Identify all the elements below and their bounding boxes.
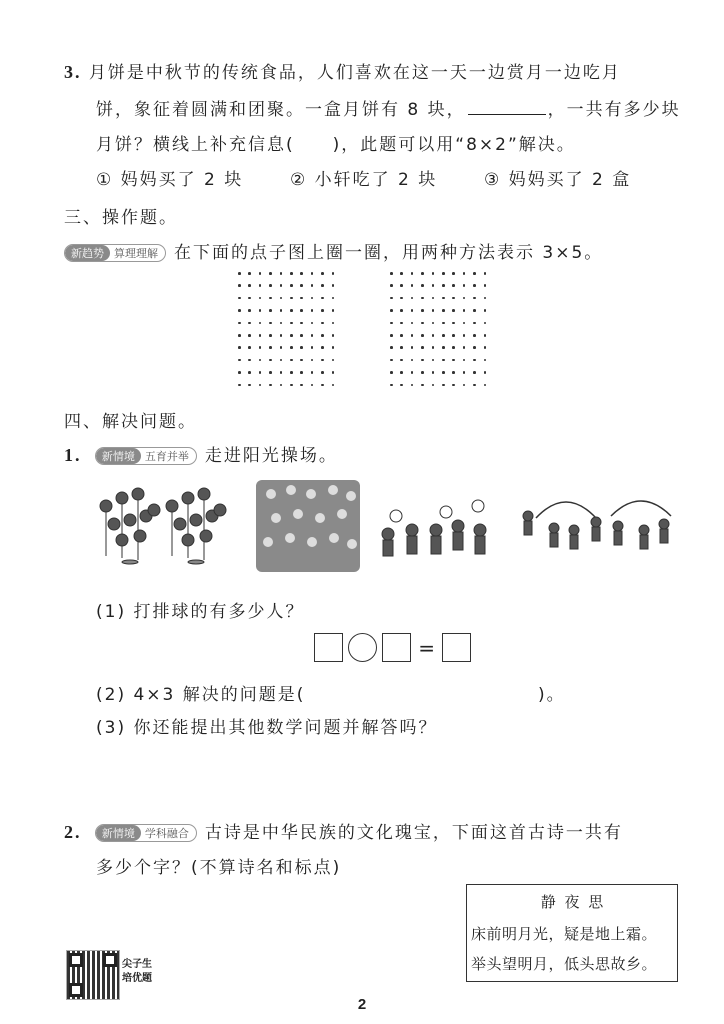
grid-dot (463, 322, 466, 325)
grid-dot (321, 297, 324, 300)
grid-dot (473, 384, 476, 387)
q4-1-sub2-start: (2) 4×3 解决的问题是( (96, 685, 306, 705)
grid-dot (311, 359, 314, 362)
grid-dot (432, 284, 435, 287)
grid-dot (432, 272, 435, 275)
grid-dot (321, 284, 324, 287)
grid-dot (311, 334, 314, 337)
grid-dot (248, 272, 251, 275)
grid-dot (311, 272, 314, 275)
grid-dot (452, 334, 455, 337)
grid-dot (269, 334, 272, 337)
grid-dot (290, 359, 293, 362)
grid-dot (442, 284, 445, 287)
grid-dot (421, 272, 424, 275)
grid-dot (463, 284, 466, 287)
equals-sign: = (418, 635, 436, 660)
grid-dot (259, 272, 262, 275)
q4-2-line1 (64, 818, 623, 843)
grid-dot (290, 272, 293, 275)
grid-dot (442, 272, 445, 275)
answer-box-3[interactable] (442, 633, 471, 662)
q4-1-sub3: (3) 你还能提出其他数学问题并解答吗？ (96, 718, 438, 738)
grid-dot (452, 297, 455, 300)
grid-dot (300, 284, 303, 287)
grid-dot (390, 384, 393, 387)
grid-dot (290, 284, 293, 287)
grid-dot (400, 359, 403, 362)
grid-dot (300, 322, 303, 325)
grid-dot (411, 384, 414, 387)
grid-dot (280, 334, 283, 337)
grid-dot (311, 284, 314, 287)
grid-dot (463, 334, 466, 337)
grid-dot (452, 359, 455, 362)
grid-dot (332, 371, 335, 374)
grid-dot (473, 346, 476, 349)
grid-dot (300, 359, 303, 362)
tag-a: 新情境 (96, 448, 141, 464)
qr-label (120, 958, 154, 986)
grid-dot (432, 334, 435, 337)
grid-dot (332, 334, 335, 337)
tag-new-trend (64, 244, 166, 262)
grid-dot (238, 384, 241, 387)
grid-dot (390, 309, 393, 312)
grid-dot (311, 346, 314, 349)
grid-dot (411, 346, 414, 349)
tag-a: 新情境 (96, 825, 141, 841)
q3-option-3[interactable]: ③ 妈妈买了 2 盒 (484, 170, 632, 190)
qr-label-line-2: 培优题 (122, 973, 152, 984)
grid-dot (473, 359, 476, 362)
grid-dot (248, 309, 251, 312)
grid-dot (269, 359, 272, 362)
q4-1-title: 走进阳光操场。 (204, 446, 338, 466)
grid-dot (332, 297, 335, 300)
q3-text-1: 月饼是中秋节的传统食品，人们喜欢在这一天一边赏月一边吃月 (88, 63, 621, 83)
grid-dot (400, 284, 403, 287)
grid-dot (442, 371, 445, 374)
grid-dot (411, 297, 414, 300)
grid-dot (259, 322, 262, 325)
poem-title: 静 夜 思 (540, 893, 606, 911)
grid-dot (421, 297, 424, 300)
grid-dot (269, 346, 272, 349)
grid-dot (269, 297, 272, 300)
grid-dot (390, 284, 393, 287)
grid-dot (473, 309, 476, 312)
grid-dot (321, 384, 324, 387)
grid-dot (411, 322, 414, 325)
grid-dot (280, 272, 283, 275)
grid-dot (421, 284, 424, 287)
grid-dot (442, 322, 445, 325)
q4-1-title-row (64, 441, 338, 466)
tag-a: 新趋势 (65, 245, 110, 261)
grid-dot (484, 309, 487, 312)
grid-dot (473, 334, 476, 337)
grid-dot (411, 359, 414, 362)
qr-code-icon[interactable] (66, 950, 120, 1000)
q3-line2 (96, 95, 681, 120)
grid-dot (311, 297, 314, 300)
q3-option-1[interactable]: ① 妈妈买了 2 块 (96, 170, 244, 190)
grid-dot (390, 359, 393, 362)
grid-dot (463, 371, 466, 374)
grid-dot (411, 272, 414, 275)
q3-line1 (64, 58, 621, 83)
dot-grid-right[interactable] (390, 272, 490, 387)
grid-dot (421, 322, 424, 325)
grid-dot (300, 297, 303, 300)
grid-dot (238, 359, 241, 362)
grid-dot (259, 297, 262, 300)
grid-dot (390, 297, 393, 300)
grid-dot (248, 359, 251, 362)
grid-dot (473, 272, 476, 275)
grid-dot (248, 322, 251, 325)
q3-text-2b: ，一共有多少块 (547, 100, 681, 120)
grid-dot (452, 272, 455, 275)
sunflower-icon (100, 488, 226, 564)
grid-dot (452, 284, 455, 287)
grid-dot (238, 334, 241, 337)
grid-dot (484, 297, 487, 300)
grid-dot (290, 346, 293, 349)
grid-dot (280, 297, 283, 300)
grid-dot (432, 359, 435, 362)
section-3-heading: 三、操作题。 (64, 208, 178, 228)
grid-dot (411, 309, 414, 312)
tag-b: 算理理解 (114, 247, 158, 260)
grid-dot (290, 334, 293, 337)
page-number: 2 (357, 996, 367, 1013)
dot-grid-left[interactable] (238, 272, 338, 387)
grid-dot (259, 334, 262, 337)
grid-dot (300, 384, 303, 387)
grid-dot (248, 371, 251, 374)
grid-dot (484, 359, 487, 362)
grid-dot (473, 371, 476, 374)
grid-dot (432, 309, 435, 312)
q4-1-number: 1. (64, 445, 82, 465)
playground-illustration (96, 476, 676, 576)
q4-2-number: 2. (64, 822, 82, 842)
grid-dot (321, 322, 324, 325)
grid-dot (400, 334, 403, 337)
grid-dot (300, 309, 303, 312)
grid-dot (421, 346, 424, 349)
answer-box-2[interactable] (382, 633, 411, 662)
grid-dot (280, 371, 283, 374)
grid-dot (238, 272, 241, 275)
grid-dot (473, 322, 476, 325)
grid-dot (421, 359, 424, 362)
grid-dot (463, 297, 466, 300)
grid-dot (432, 297, 435, 300)
grid-dot (390, 322, 393, 325)
grid-dot (269, 284, 272, 287)
grid-dot (400, 346, 403, 349)
grid-dot (290, 309, 293, 312)
grid-dot (238, 284, 241, 287)
grid-dot (259, 309, 262, 312)
grid-dot (432, 346, 435, 349)
grid-dot (280, 384, 283, 387)
grid-dot (421, 334, 424, 337)
grid-dot (400, 322, 403, 325)
grid-dot (248, 346, 251, 349)
grid-dot (269, 322, 272, 325)
grid-dot (411, 371, 414, 374)
grid-dot (484, 334, 487, 337)
grid-dot (259, 346, 262, 349)
q4-1-sub1: (1) 打排球的有多少人？ (96, 602, 305, 622)
grid-dot (332, 346, 335, 349)
grid-dot (463, 384, 466, 387)
grid-dot (259, 284, 262, 287)
grid-dot (484, 384, 487, 387)
section-4-heading: 四、解决问题。 (64, 412, 197, 432)
grid-dot (473, 297, 476, 300)
grid-dot (463, 272, 466, 275)
grid-dot (400, 371, 403, 374)
poem-box (466, 884, 678, 982)
q4-2-text-1: 古诗是中华民族的文化瑰宝，下面这首古诗一共有 (204, 823, 623, 843)
grid-dot (432, 322, 435, 325)
tag-new-context (95, 447, 197, 465)
grid-dot (259, 384, 262, 387)
grid-dot (269, 272, 272, 275)
tag-b: 学科融合 (144, 827, 189, 840)
grid-dot (280, 284, 283, 287)
q4-1-sub2-end: )。 (538, 685, 566, 705)
grid-dot (280, 309, 283, 312)
grid-dot (442, 297, 445, 300)
grid-dot (321, 346, 324, 349)
grid-dot (311, 322, 314, 325)
grid-dot (300, 346, 303, 349)
grid-dot (400, 272, 403, 275)
grid-dot (411, 284, 414, 287)
grid-dot (484, 284, 487, 287)
grid-dot (421, 384, 424, 387)
grid-dot (442, 359, 445, 362)
grid-dot (290, 371, 293, 374)
grid-dot (463, 346, 466, 349)
section-3-prompt: 在下面的点子图上圈一圈，用两种方法表示 3×5。 (174, 243, 604, 263)
grid-dot (290, 297, 293, 300)
grid-dot (452, 309, 455, 312)
grid-dot (332, 284, 335, 287)
grid-dot (238, 297, 241, 300)
tag-b: 五育并举 (144, 450, 189, 463)
grid-dot (390, 346, 393, 349)
volleyball-icon (382, 500, 486, 556)
q3-fill-blank[interactable] (468, 99, 546, 115)
tag-subject-fusion (95, 824, 197, 842)
grid-dot (411, 334, 414, 337)
grid-dot (332, 322, 335, 325)
grid-dot (484, 346, 487, 349)
q3-line3: 月饼？横线上补充信息( )，此题可以用“8×2”解决。 (96, 135, 576, 155)
grid-dot (484, 371, 487, 374)
grid-dot (300, 371, 303, 374)
grid-dot (290, 384, 293, 387)
grid-dot (390, 272, 393, 275)
grid-dot (238, 309, 241, 312)
grid-dot (321, 309, 324, 312)
grid-dot (300, 334, 303, 337)
grid-dot (280, 346, 283, 349)
grid-dot (311, 309, 314, 312)
grid-dot (300, 272, 303, 275)
grid-dot (311, 371, 314, 374)
q4-2-line2: 多少个字？(不算诗名和标点) (96, 858, 342, 878)
grid-dot (321, 272, 324, 275)
grid-dot (238, 322, 241, 325)
poem-line-1: 床前明月光，疑是地上霜。 (471, 925, 658, 943)
grid-dot (463, 309, 466, 312)
grid-dot (332, 359, 335, 362)
grid-dot (238, 371, 241, 374)
grid-dot (280, 322, 283, 325)
grid-dot (452, 371, 455, 374)
grid-dot (452, 322, 455, 325)
qr-label-line-1: 尖子生 (122, 959, 152, 970)
grid-dot (452, 384, 455, 387)
grid-dot (321, 371, 324, 374)
grid-dot (269, 371, 272, 374)
grid-dot (269, 309, 272, 312)
q3-text-2a: 饼，象征着圆满和团聚。一盒月饼有 8 块， (96, 100, 466, 120)
operator-circle[interactable] (348, 633, 377, 662)
grid-dot (421, 309, 424, 312)
grid-dot (432, 371, 435, 374)
grid-dot (269, 384, 272, 387)
runner-icon (256, 480, 360, 572)
grid-dot (321, 359, 324, 362)
grid-dot (332, 309, 335, 312)
grid-dot (452, 346, 455, 349)
grid-dot (248, 284, 251, 287)
grid-dot (248, 384, 251, 387)
grid-dot (421, 371, 424, 374)
grid-dot (321, 334, 324, 337)
grid-dot (248, 334, 251, 337)
grid-dot (390, 371, 393, 374)
grid-dot (400, 297, 403, 300)
grid-dot (280, 359, 283, 362)
grid-dot (400, 384, 403, 387)
grid-dot (442, 334, 445, 337)
grid-dot (432, 384, 435, 387)
answer-box-1[interactable] (314, 633, 343, 662)
grid-dot (484, 272, 487, 275)
grid-dot (390, 334, 393, 337)
q3-option-2[interactable]: ② 小轩吃了 2 块 (290, 170, 438, 190)
poem-line-2: 举头望明月，低头思故乡。 (471, 955, 658, 973)
section-3-prompt-row (64, 238, 603, 263)
grid-dot (259, 359, 262, 362)
jump-rope-icon (523, 501, 671, 549)
equation-template (314, 633, 471, 662)
grid-dot (473, 284, 476, 287)
grid-dot (248, 297, 251, 300)
grid-dot (484, 322, 487, 325)
grid-dot (400, 309, 403, 312)
grid-dot (463, 359, 466, 362)
grid-dot (311, 384, 314, 387)
grid-dot (332, 272, 335, 275)
grid-dot (238, 346, 241, 349)
grid-dot (332, 384, 335, 387)
q3-number: 3. (64, 62, 82, 82)
grid-dot (290, 322, 293, 325)
grid-dot (442, 346, 445, 349)
grid-dot (442, 309, 445, 312)
grid-dot (259, 371, 262, 374)
grid-dot (442, 384, 445, 387)
